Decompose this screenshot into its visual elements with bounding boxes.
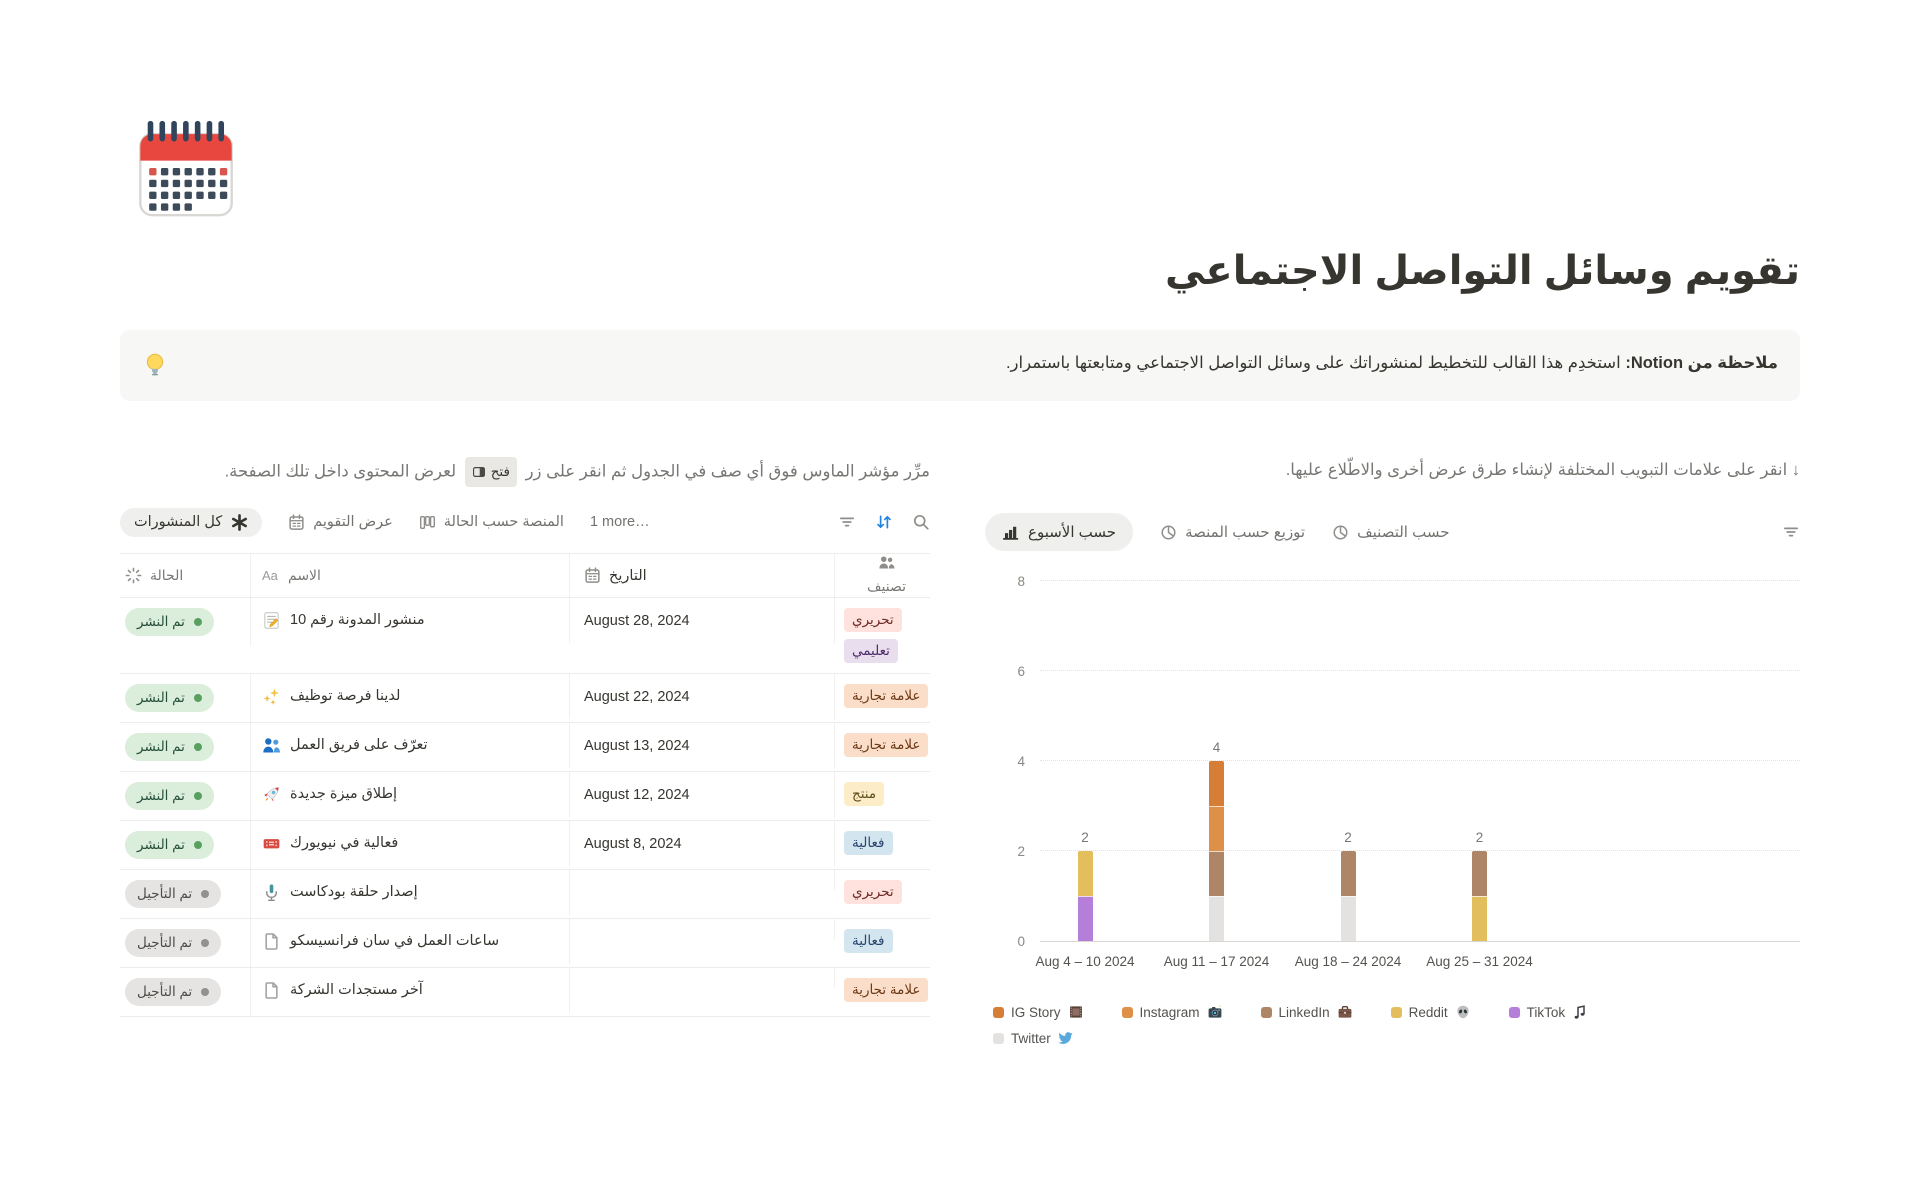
status-badge: تم النشر — [125, 684, 214, 712]
notion-note-callout — [120, 330, 1800, 401]
name-cell — [251, 598, 570, 643]
tab-all-posts-label: كل المنشورات — [134, 514, 223, 530]
legend-item — [1391, 1004, 1471, 1020]
calendar-icon — [288, 514, 305, 531]
stacked-bar — [1341, 851, 1356, 941]
category-cell — [835, 598, 929, 673]
x-axis-tick-label: Aug 25 – 31 2024 — [1426, 954, 1533, 969]
chart-hint: ↓ انقر على علامات التبويب المختلفة لإنشاء طرق عرض أخرى والاطّلاع عليها. — [1285, 461, 1800, 479]
category-cell — [835, 723, 929, 767]
bar-total-label: 4 — [1212, 740, 1221, 755]
search-icon[interactable] — [912, 513, 930, 531]
page-title: تقويم وسائل التواصل الاجتماعي — [1164, 249, 1800, 293]
page-icon — [262, 932, 281, 951]
post-title: ساعات العمل في سان فرانسيسكو — [290, 933, 500, 949]
callout-text — [182, 350, 1778, 377]
film-frames-emoji — [1068, 1004, 1084, 1020]
status-dot-icon — [194, 743, 202, 751]
bar-total-label: 2 — [1344, 830, 1352, 845]
bar-segment-reddit — [1078, 851, 1093, 896]
date-cell: August 12, 2024 — [570, 772, 835, 818]
post-title: آخر مستجدات الشركة — [290, 982, 423, 998]
stacked-bar — [1078, 851, 1093, 941]
tab-platform-by-status[interactable]: المنصة حسب الحالة — [419, 514, 564, 531]
column-header-name[interactable]: Aa الاسم — [251, 554, 570, 597]
post-title: فعالية في نيويورك — [290, 835, 399, 851]
legend-swatch — [1261, 1007, 1272, 1018]
bar-segment-instagram — [1209, 806, 1224, 851]
category-tag: فعالية — [844, 831, 893, 855]
legend-label: Instagram — [1139, 1004, 1200, 1020]
grid-line — [1040, 850, 1800, 851]
post-title: تعرّف على فريق العمل — [290, 737, 428, 753]
alien-emoji — [1455, 1004, 1471, 1020]
status-badge: تم التأجيل — [125, 880, 221, 908]
busts-emoji — [262, 736, 281, 755]
grid-line — [1040, 670, 1800, 671]
legend-swatch — [993, 1007, 1004, 1018]
category-cell — [835, 919, 929, 963]
chart-view-tabs — [985, 510, 1800, 554]
chart-legend — [993, 1004, 1693, 1046]
category-tag: علامة تجارية — [844, 684, 928, 708]
people-icon — [878, 554, 895, 571]
filter-icon[interactable] — [838, 513, 856, 531]
weekly-posts-bar-chart — [985, 574, 1800, 982]
status-cell — [120, 723, 251, 771]
status-cell — [120, 870, 251, 918]
callout-bold: ملاحظة من Notion: — [1625, 354, 1778, 372]
status-badge: تم النشر — [125, 831, 214, 859]
bar-segment-linkedin — [1472, 851, 1487, 896]
y-axis-tick-label: 0 — [1017, 934, 1025, 949]
calendar-icon — [584, 567, 601, 584]
status-cell — [120, 968, 251, 1016]
name-cell — [251, 968, 570, 1013]
name-cell — [251, 723, 570, 768]
column-header-status[interactable]: الحالة — [120, 554, 251, 597]
status-cell — [120, 821, 251, 869]
status-dot-icon — [194, 841, 202, 849]
table-row[interactable] — [120, 870, 930, 919]
tab-by-platform-distribution[interactable]: توزيع حسب المنصة — [1160, 523, 1305, 541]
table-hint: مرِّر مؤشر الماوس فوق أي صف في الجدول ثم انقر على زر فتح لعرض المحتوى داخل تلك الصفحة. — [120, 457, 930, 487]
chart-column — [985, 457, 1800, 1046]
table-column — [120, 457, 930, 1017]
category-tag: تحريري — [844, 880, 902, 904]
table-row[interactable] — [120, 772, 930, 821]
date-cell: August 13, 2024 — [570, 723, 835, 769]
status-badge: تم النشر — [125, 608, 214, 636]
x-axis-tick-label: Aug 18 – 24 2024 — [1294, 954, 1402, 969]
legend-item — [1122, 1004, 1223, 1020]
bar-segment-reddit — [1472, 896, 1487, 941]
posts-table — [120, 553, 930, 1017]
status-badge: تم النشر — [125, 782, 214, 810]
spiral-calendar-emoji[interactable] — [130, 112, 242, 224]
bar-segment-ig-story — [1209, 761, 1224, 806]
text-icon: Aa — [262, 568, 278, 583]
table-row[interactable] — [120, 821, 930, 870]
date-cell — [570, 870, 835, 890]
legend-item — [1261, 1004, 1353, 1020]
y-axis-tick-label: 8 — [1017, 574, 1025, 589]
table-row[interactable] — [120, 968, 930, 1017]
legend-item — [993, 1004, 1084, 1020]
stacked-bar — [1209, 761, 1224, 941]
sort-icon[interactable] — [875, 513, 893, 531]
x-axis-tick-label: Aug 4 – 10 2024 — [1035, 954, 1135, 969]
name-cell — [251, 821, 570, 866]
name-cell — [251, 772, 570, 817]
light-bulb-emoji — [142, 352, 168, 378]
table-row[interactable] — [120, 723, 930, 772]
date-cell: August 28, 2024 — [570, 598, 835, 644]
legend-label: LinkedIn — [1278, 1004, 1330, 1020]
status-icon — [125, 567, 142, 584]
table-row[interactable] — [120, 598, 930, 674]
category-cell — [835, 968, 929, 1012]
y-axis-tick-label: 2 — [1017, 844, 1025, 859]
status-dot-icon — [201, 988, 209, 996]
bar-segment-linkedin — [1341, 851, 1356, 896]
category-tag: علامة تجارية — [844, 978, 928, 1002]
grid-line — [1040, 760, 1800, 761]
board-icon — [419, 514, 436, 531]
music-note-emoji — [1572, 1004, 1588, 1020]
legend-label: IG Story — [1011, 1004, 1061, 1020]
status-dot-icon — [201, 939, 209, 947]
status-cell — [120, 674, 251, 722]
status-cell — [120, 919, 251, 967]
bar-segment-tiktok — [1078, 896, 1093, 941]
open-button-badge: فتح — [465, 457, 517, 487]
date-cell: August 8, 2024 — [570, 821, 835, 867]
name-cell — [251, 674, 570, 719]
tab-by-category[interactable]: حسب التصنيف — [1332, 523, 1449, 541]
memo-emoji — [262, 611, 281, 630]
table-toolbar-icons — [838, 513, 930, 531]
status-cell — [120, 598, 251, 646]
bar-total-label: 2 — [1081, 830, 1089, 845]
status-dot-icon — [201, 890, 209, 898]
tab-calendar-view[interactable]: عرض التقويم — [288, 514, 393, 531]
bar-total-label: 2 — [1475, 830, 1484, 845]
table-view-toolbar — [120, 501, 930, 543]
category-tag: علامة تجارية — [844, 733, 928, 757]
date-cell — [570, 919, 835, 939]
y-axis-tick-label: 4 — [1017, 754, 1025, 769]
briefcase-emoji — [1337, 1004, 1353, 1020]
page-icon — [262, 981, 281, 1000]
column-header-date[interactable]: التاريخ — [570, 554, 835, 597]
status-dot-icon — [194, 694, 202, 702]
legend-swatch — [1122, 1007, 1133, 1018]
bar-segment-twitter — [1341, 896, 1356, 941]
chart-plot-area — [1040, 582, 1800, 942]
legend-swatch — [1391, 1007, 1402, 1018]
column-header-category[interactable]: تصنيف — [835, 554, 929, 597]
date-cell: August 22, 2024 — [570, 674, 835, 720]
side-peek-icon — [472, 465, 486, 479]
tab-by-week[interactable]: حسب الأسبوع — [985, 513, 1133, 551]
table-body — [120, 598, 930, 1017]
filter-icon[interactable] — [1782, 523, 1800, 541]
category-tag: تحريري — [844, 608, 902, 632]
status-cell — [120, 772, 251, 820]
grid-line — [1040, 580, 1800, 581]
bar-chart-icon — [1002, 524, 1019, 541]
stacked-bar — [1472, 851, 1487, 941]
pie-chart-icon — [1160, 524, 1177, 541]
status-dot-icon — [194, 618, 202, 626]
legend-label: TikTok — [1526, 1004, 1566, 1020]
category-cell — [835, 772, 929, 816]
status-badge: تم التأجيل — [125, 978, 221, 1006]
magic-wand-emoji — [262, 687, 281, 706]
post-title: منشور المدونة رقم 10 — [290, 612, 425, 628]
name-cell — [251, 919, 570, 964]
two-column-section — [120, 457, 1800, 1046]
status-badge: تم النشر — [125, 733, 214, 761]
category-cell — [835, 821, 929, 865]
legend-item — [1509, 1004, 1589, 1020]
pie-chart-icon — [1332, 524, 1349, 541]
legend-item — [993, 1030, 1074, 1046]
date-cell — [570, 968, 835, 988]
post-title: لدينا فرصة توظيف — [290, 688, 401, 704]
more-views-button[interactable]: 1 more… — [589, 514, 650, 530]
status-dot-icon — [194, 792, 202, 800]
category-cell — [835, 870, 929, 914]
x-axis-tick-label: Aug 11 – 17 2024 — [1163, 954, 1270, 969]
legend-swatch — [993, 1033, 1004, 1044]
post-title: إطلاق ميزة جديدة — [290, 786, 398, 802]
bird-emoji — [1058, 1030, 1074, 1046]
category-cell — [835, 674, 929, 718]
asterisk-icon — [231, 514, 248, 531]
table-row[interactable] — [120, 919, 930, 968]
callout-body: استخدِم هذا القالب للتخطيط لمنشوراتك على وسائل التواصل الاجتماعي ومتابعتها باستمرار. — [1005, 354, 1626, 372]
rocket-emoji — [262, 785, 281, 804]
bar-segment-linkedin — [1209, 851, 1224, 896]
category-tag: منتج — [844, 782, 884, 806]
legend-label: Reddit — [1408, 1004, 1448, 1020]
post-title: إصدار حلقة بودكاست — [290, 884, 418, 900]
camera-emoji — [1207, 1004, 1223, 1020]
bar-segment-twitter — [1209, 896, 1224, 941]
category-tag: فعالية — [844, 929, 893, 953]
y-axis-tick-label: 6 — [1017, 664, 1025, 679]
tab-all-posts[interactable] — [120, 508, 262, 537]
table-header — [120, 553, 930, 598]
tickets-emoji — [262, 834, 281, 853]
microphone-emoji — [262, 883, 281, 902]
status-badge: تم التأجيل — [125, 929, 221, 957]
category-tag: تعليمي — [844, 639, 898, 663]
legend-swatch — [1509, 1007, 1520, 1018]
name-cell — [251, 870, 570, 915]
table-row[interactable] — [120, 674, 930, 723]
legend-label: Twitter — [1011, 1030, 1051, 1046]
